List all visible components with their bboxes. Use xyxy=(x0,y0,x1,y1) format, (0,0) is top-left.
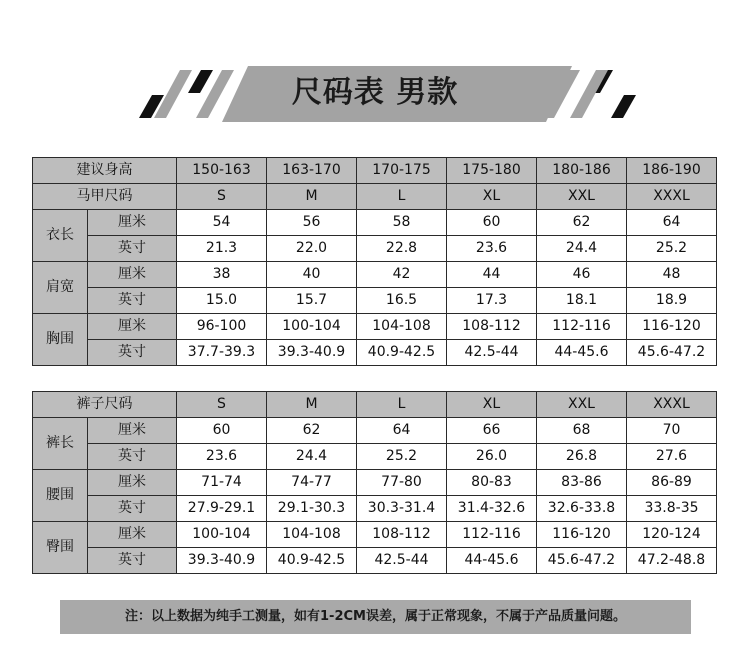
size-header: XXL xyxy=(537,184,627,210)
value-cell: 86-89 xyxy=(627,470,717,496)
value-cell: 116-120 xyxy=(537,522,627,548)
table-row xyxy=(33,496,717,522)
value-cell: 26.0 xyxy=(447,444,537,470)
value-cell: 29.1-30.3 xyxy=(267,496,357,522)
pants-size-label-row xyxy=(33,392,717,418)
unit-label: 英寸 xyxy=(88,340,177,366)
size-header: S xyxy=(177,184,267,210)
size-header: XXXL xyxy=(627,392,717,418)
value-cell: 64 xyxy=(627,210,717,236)
height-range: 175-180 xyxy=(447,158,537,184)
value-cell: 44-45.6 xyxy=(537,340,627,366)
page-title: 尺码表 男款 xyxy=(291,75,459,110)
value-cell: 54 xyxy=(177,210,267,236)
value-cell: 104-108 xyxy=(267,522,357,548)
value-cell: 104-108 xyxy=(357,314,447,340)
value-cell: 68 xyxy=(537,418,627,444)
measurement-name: 胸围 xyxy=(33,314,88,366)
value-cell: 30.3-31.4 xyxy=(357,496,447,522)
unit-label: 英寸 xyxy=(88,548,177,574)
right-stripe-black-2 xyxy=(611,95,636,118)
left-stripe-black-2 xyxy=(188,70,213,93)
unit-label: 厘米 xyxy=(88,210,177,236)
value-cell: 45.6-47.2 xyxy=(627,340,717,366)
table-row xyxy=(33,236,717,262)
value-cell: 62 xyxy=(537,210,627,236)
height-range: 163-170 xyxy=(267,158,357,184)
left-stripe-gray-1 xyxy=(154,70,192,118)
measurement-name: 肩宽 xyxy=(33,262,88,314)
value-cell: 26.8 xyxy=(537,444,627,470)
value-cell: 33.8-35 xyxy=(627,496,717,522)
value-cell: 80-83 xyxy=(447,470,537,496)
unit-label: 英寸 xyxy=(88,444,177,470)
height-label: 建议身高 xyxy=(33,158,177,184)
unit-label: 厘米 xyxy=(88,314,177,340)
value-cell: 22.8 xyxy=(357,236,447,262)
value-cell: 74-77 xyxy=(267,470,357,496)
value-cell: 71-74 xyxy=(177,470,267,496)
value-cell: 66 xyxy=(447,418,537,444)
disclaimer-note: 注：以上数据为纯手工测量，如有1-2CM误差，属于正常现象，不属于产品质量问题。 xyxy=(60,600,691,634)
value-cell: 96-100 xyxy=(177,314,267,340)
value-cell: 23.6 xyxy=(177,444,267,470)
value-cell: 15.7 xyxy=(267,288,357,314)
value-cell: 45.6-47.2 xyxy=(537,548,627,574)
value-cell: 120-124 xyxy=(627,522,717,548)
size-header: XXXL xyxy=(627,184,717,210)
value-cell: 77-80 xyxy=(357,470,447,496)
value-cell: 17.3 xyxy=(447,288,537,314)
value-cell: 62 xyxy=(267,418,357,444)
value-cell: 112-116 xyxy=(537,314,627,340)
table-row xyxy=(33,470,717,496)
value-cell: 46 xyxy=(537,262,627,288)
measurement-name: 腰围 xyxy=(33,470,88,522)
value-cell: 31.4-32.6 xyxy=(447,496,537,522)
value-cell: 40.9-42.5 xyxy=(267,548,357,574)
table-row xyxy=(33,548,717,574)
value-cell: 60 xyxy=(447,210,537,236)
value-cell: 108-112 xyxy=(357,522,447,548)
value-cell: 40.9-42.5 xyxy=(357,340,447,366)
value-cell: 32.6-33.8 xyxy=(537,496,627,522)
value-cell: 16.5 xyxy=(357,288,447,314)
table-row xyxy=(33,340,717,366)
table-row xyxy=(33,210,717,236)
height-label-row xyxy=(33,158,717,184)
value-cell: 38 xyxy=(177,262,267,288)
value-cell: 25.2 xyxy=(627,236,717,262)
value-cell: 15.0 xyxy=(177,288,267,314)
value-cell: 108-112 xyxy=(447,314,537,340)
value-cell: 56 xyxy=(267,210,357,236)
value-cell: 24.4 xyxy=(537,236,627,262)
value-cell: 39.3-40.9 xyxy=(267,340,357,366)
value-cell: 116-120 xyxy=(627,314,717,340)
unit-label: 英寸 xyxy=(88,496,177,522)
value-cell: 37.7-39.3 xyxy=(177,340,267,366)
vest-size-table xyxy=(32,157,717,366)
pants-size-table xyxy=(32,391,717,574)
value-cell: 39.3-40.9 xyxy=(177,548,267,574)
value-cell: 48 xyxy=(627,262,717,288)
size-header: XL xyxy=(447,392,537,418)
vest-size-label: 马甲尺码 xyxy=(33,184,177,210)
measurement-name: 衣长 xyxy=(33,210,88,262)
table-row xyxy=(33,418,717,444)
measurement-name: 臀围 xyxy=(33,522,88,574)
table-row xyxy=(33,444,717,470)
table-row xyxy=(33,314,717,340)
value-cell: 18.1 xyxy=(537,288,627,314)
pants-size-label: 裤子尺码 xyxy=(33,392,177,418)
value-cell: 100-104 xyxy=(177,522,267,548)
value-cell: 27.9-29.1 xyxy=(177,496,267,522)
size-header: XXL xyxy=(537,392,627,418)
value-cell: 47.2-48.8 xyxy=(627,548,717,574)
measurement-name: 裤长 xyxy=(33,418,88,470)
value-cell: 58 xyxy=(357,210,447,236)
unit-label: 厘米 xyxy=(88,470,177,496)
value-cell: 44 xyxy=(447,262,537,288)
value-cell: 100-104 xyxy=(267,314,357,340)
unit-label: 厘米 xyxy=(88,522,177,548)
unit-label: 厘米 xyxy=(88,418,177,444)
size-header: M xyxy=(267,392,357,418)
value-cell: 70 xyxy=(627,418,717,444)
table-row xyxy=(33,522,717,548)
value-cell: 22.0 xyxy=(267,236,357,262)
size-header: S xyxy=(177,392,267,418)
value-cell: 18.9 xyxy=(627,288,717,314)
height-range: 170-175 xyxy=(357,158,447,184)
unit-label: 厘米 xyxy=(88,262,177,288)
unit-label: 英寸 xyxy=(88,236,177,262)
value-cell: 25.2 xyxy=(357,444,447,470)
table-row xyxy=(33,288,717,314)
value-cell: 44-45.6 xyxy=(447,548,537,574)
value-cell: 24.4 xyxy=(267,444,357,470)
size-header: L xyxy=(357,184,447,210)
value-cell: 112-116 xyxy=(447,522,537,548)
value-cell: 42.5-44 xyxy=(447,340,537,366)
table-row xyxy=(33,262,717,288)
unit-label: 英寸 xyxy=(88,288,177,314)
value-cell: 23.6 xyxy=(447,236,537,262)
height-range: 186-190 xyxy=(627,158,717,184)
size-header: M xyxy=(267,184,357,210)
size-header: L xyxy=(357,392,447,418)
size-header: XL xyxy=(447,184,537,210)
value-cell: 42 xyxy=(357,262,447,288)
vest-size-label-row xyxy=(33,184,717,210)
value-cell: 40 xyxy=(267,262,357,288)
value-cell: 42.5-44 xyxy=(357,548,447,574)
height-range: 150-163 xyxy=(177,158,267,184)
value-cell: 60 xyxy=(177,418,267,444)
value-cell: 27.6 xyxy=(627,444,717,470)
value-cell: 21.3 xyxy=(177,236,267,262)
value-cell: 83-86 xyxy=(537,470,627,496)
value-cell: 64 xyxy=(357,418,447,444)
height-range: 180-186 xyxy=(537,158,627,184)
